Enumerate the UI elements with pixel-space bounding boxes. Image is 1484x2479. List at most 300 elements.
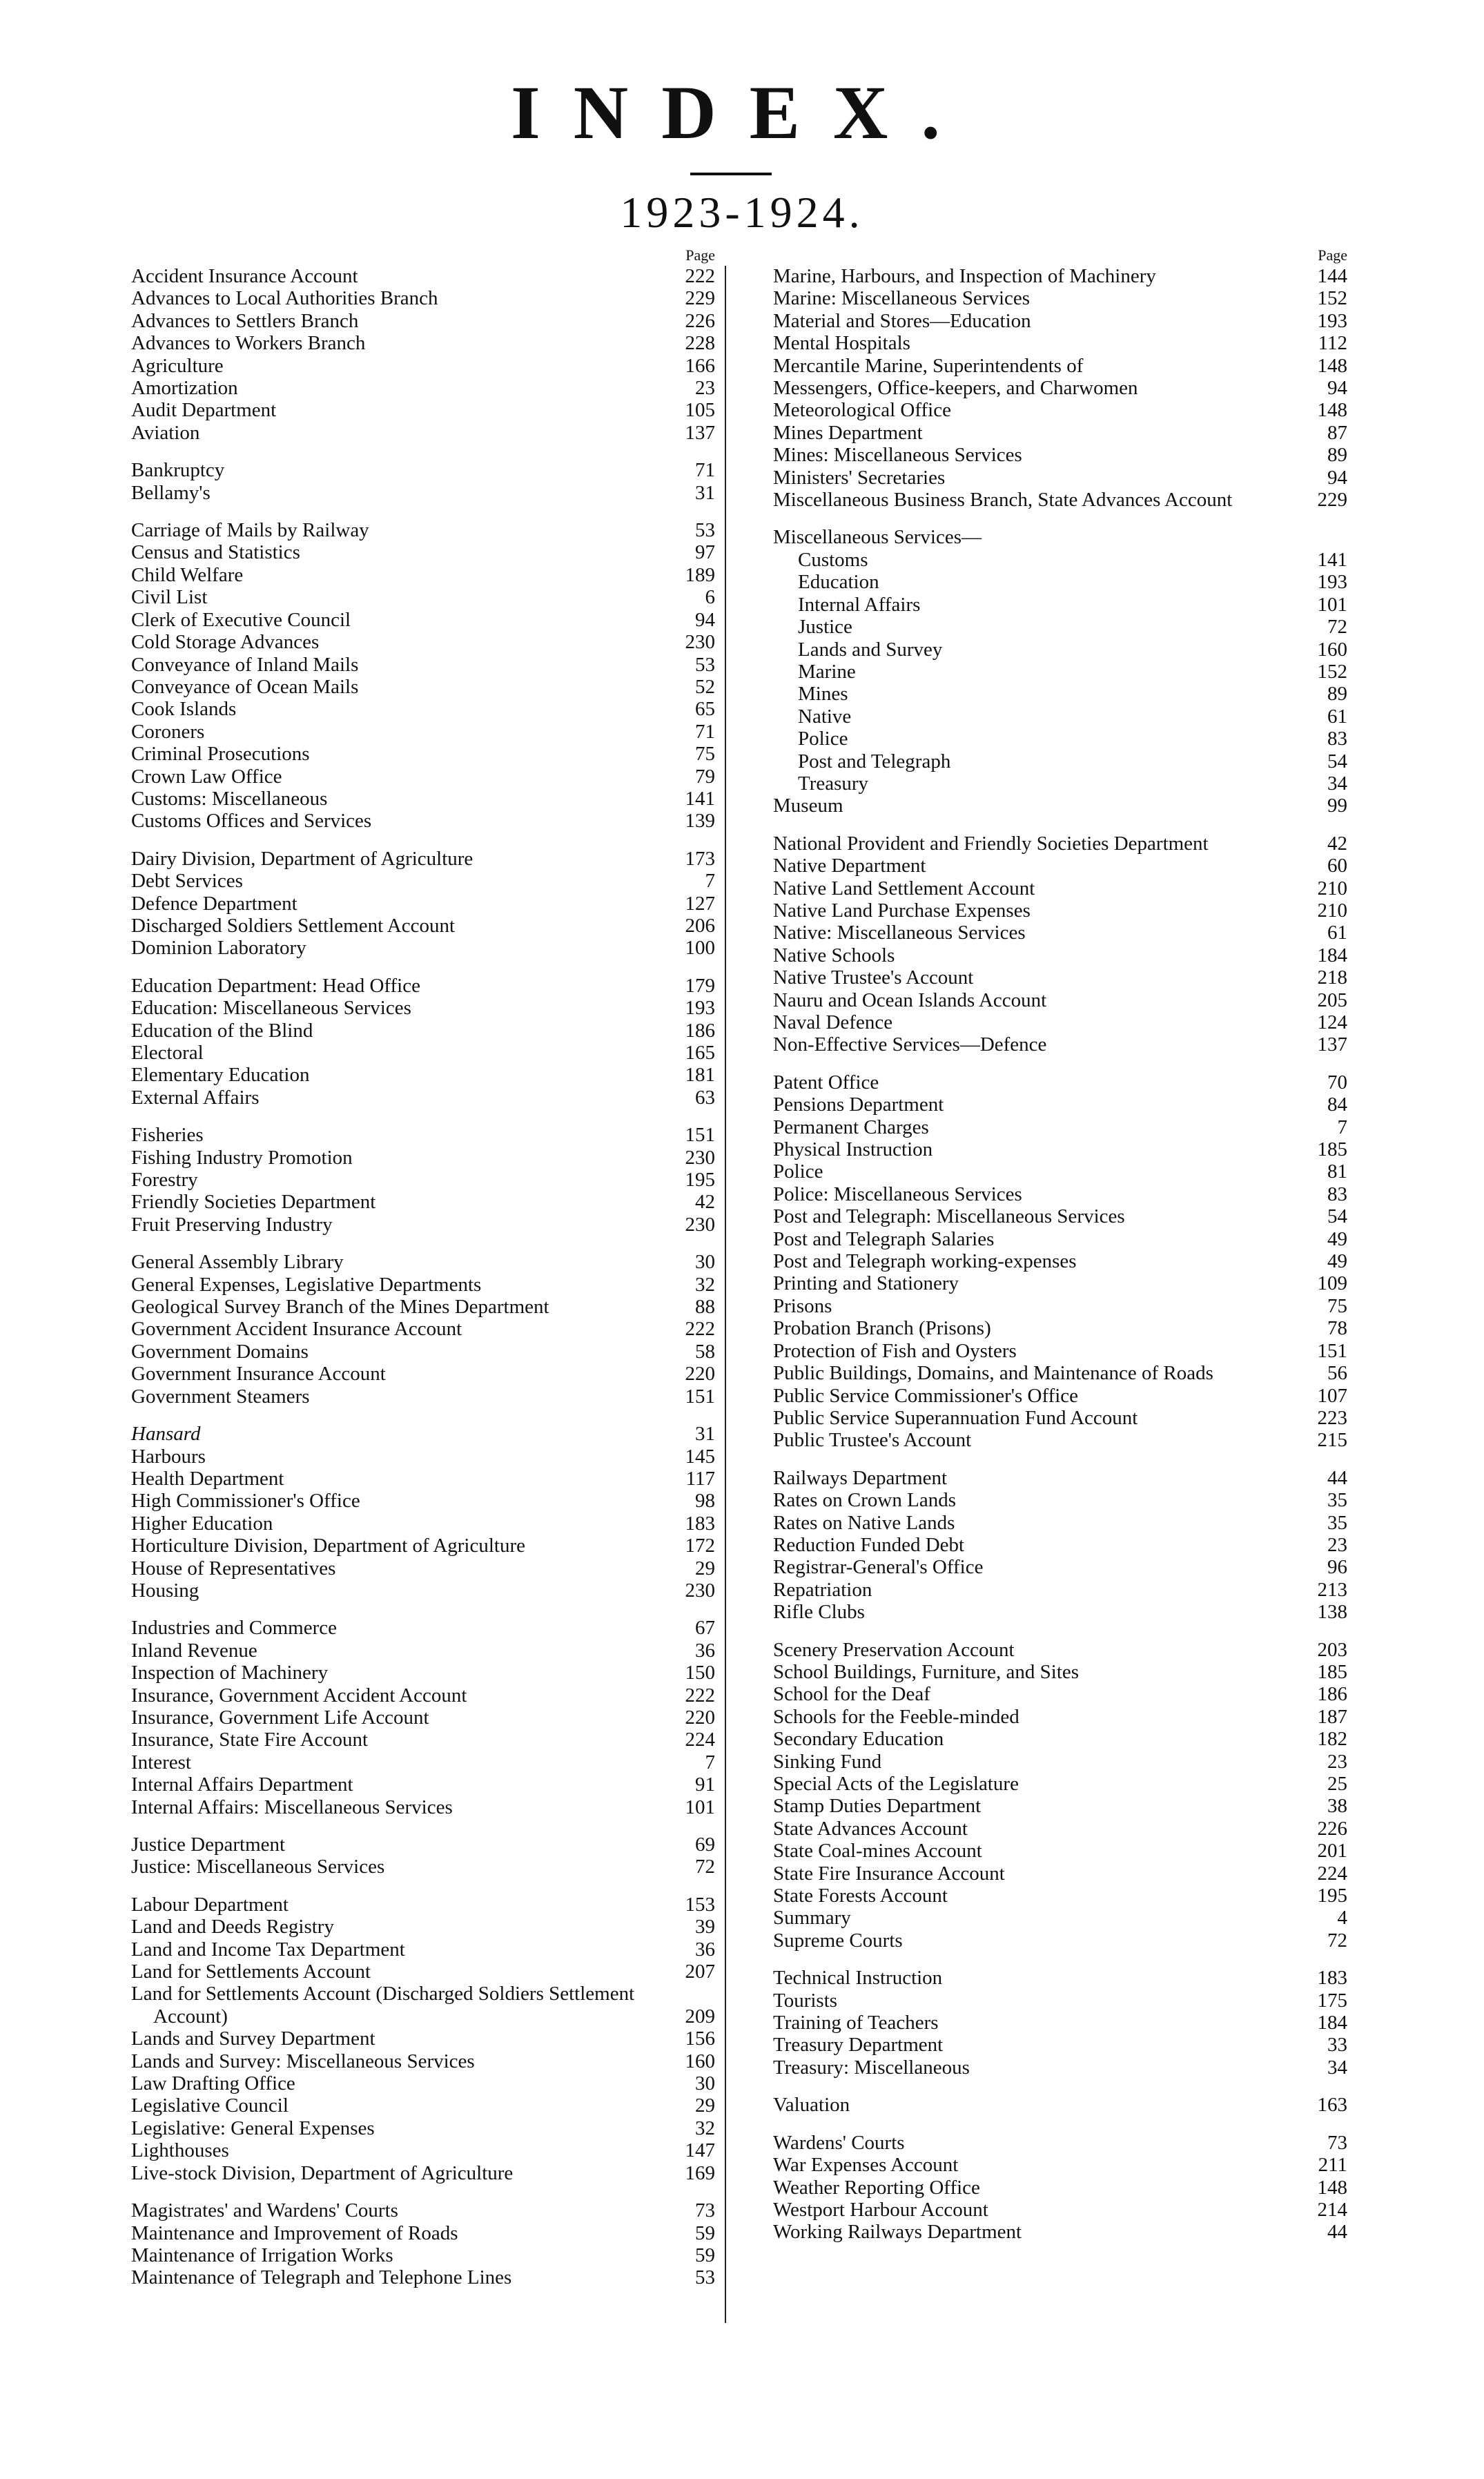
entry-page-number: 169 (685, 2161, 715, 2184)
entry-page-number: 42 (1327, 832, 1347, 855)
entry-title: Live-stock Division, Department of Agriculture (131, 2161, 514, 2184)
entry-title: Fishing Industry Promotion (131, 1146, 353, 1169)
entry-title: Bankruptcy (131, 459, 225, 482)
entry-title: Amortization (131, 377, 238, 400)
entry-title: Lands and Survey Department (131, 2028, 375, 2050)
entry-page-number: 193 (1317, 571, 1347, 594)
index-entry (773, 1205, 1349, 1227)
entry-page-number: 150 (685, 1662, 715, 1684)
index-entry (131, 1617, 716, 1639)
index-entry (773, 1317, 1349, 1339)
entry-title: Legislative: General Expenses (131, 2117, 375, 2139)
index-entry (131, 1535, 716, 1557)
entry-page-number: 166 (685, 354, 715, 377)
entry-title: Dominion Laboratory (131, 937, 306, 960)
entry-page-number: 32 (695, 1273, 715, 1296)
title-rule (690, 173, 772, 175)
page-column-label: Page (685, 246, 715, 264)
entry-title: Justice: Miscellaneous Services (131, 1856, 385, 1878)
entry-page-number: 94 (1327, 377, 1347, 400)
index-entry (773, 1160, 1349, 1183)
index-entry (131, 1042, 716, 1064)
group-gap (773, 1624, 1349, 1639)
entry-page-number: 36 (695, 1938, 715, 1961)
index-entry (773, 1272, 1349, 1294)
index-entry (773, 1601, 1349, 1623)
group-gap (773, 1452, 1349, 1467)
entry-title: Physical Instruction (773, 1138, 933, 1161)
entry-title: Conveyance of Ocean Mails (131, 675, 359, 698)
entry-title: Customs Offices and Services (131, 810, 372, 833)
entry-title: National Provident and Friendly Societies Department (773, 832, 1209, 855)
entry-title: Mental Hospitals (773, 332, 910, 355)
entry-page-number: 230 (685, 631, 715, 654)
entry-page-number: 109 (1317, 1272, 1347, 1295)
entry-page-number: 220 (685, 1706, 715, 1729)
entry-title: Miscellaneous Business Branch, State Advances Account (773, 489, 1233, 512)
entry-page-number: 61 (1327, 705, 1347, 728)
index-entry (773, 1661, 1349, 1683)
entry-page-number: 99 (1327, 795, 1347, 817)
entry-title: Treasury (798, 772, 869, 795)
index-entry (131, 2072, 716, 2094)
index-entry (773, 877, 1349, 900)
entry-title: Clerk of Executive Council (131, 608, 351, 631)
entry-title: Ministers' Secretaries (773, 466, 946, 489)
index-entry (131, 1423, 716, 1445)
entry-page-number: 207 (685, 1961, 715, 1983)
index-entry (131, 1274, 716, 1296)
entry-page-number: 91 (695, 1773, 715, 1796)
entry-title: Harbours (131, 1445, 206, 1468)
entry-title: Internal Affairs (798, 593, 921, 616)
entry-title: Inspection of Machinery (131, 1662, 329, 1684)
entry-page-number: 183 (1317, 1967, 1347, 1990)
entry-page-number: 215 (1317, 1429, 1347, 1452)
index-entry (131, 422, 716, 444)
entry-title: Government Steamers (131, 1385, 310, 1408)
entry-title: Secondary Education (773, 1728, 944, 1751)
entry-page-number: 214 (1317, 2198, 1347, 2221)
entry-page-number: 49 (1327, 1227, 1347, 1250)
index-entry (131, 310, 716, 332)
entry-title: Rates on Native Lands (773, 1511, 955, 1534)
entry-page-number: 73 (695, 2199, 715, 2222)
index-entry (773, 1728, 1349, 1750)
entry-page-number: 59 (695, 2222, 715, 2244)
entry-title: Native Department (773, 855, 926, 877)
column-divider (725, 266, 726, 2323)
entry-page-number: 34 (1327, 2056, 1347, 2079)
entry-title: Crown Law Office (131, 765, 282, 788)
entry-title: Marine (798, 660, 856, 683)
index-entry (131, 2094, 716, 2117)
entry-title: Protection of Fish and Oysters (773, 1339, 1017, 1362)
entry-title: Forestry (131, 1169, 198, 1192)
entry-title: Post and Telegraph (798, 750, 951, 772)
entry-page-number: 151 (685, 1385, 715, 1408)
group-gap (131, 1236, 716, 1251)
entry-title: Government Domains (131, 1340, 309, 1363)
entry-title: Industries and Commerce (131, 1617, 337, 1640)
index-entry (131, 1386, 716, 1408)
group-gap (773, 1952, 1349, 1967)
entry-page-number: 151 (685, 1124, 715, 1147)
entry-page-number: 152 (1317, 287, 1347, 310)
entry-title: Repatriation (773, 1578, 872, 1601)
index-entry (131, 1087, 716, 1109)
entry-title: Internal Affairs: Miscellaneous Services (131, 1796, 453, 1818)
entry-page-number: 210 (1317, 877, 1347, 900)
index-entry (131, 1662, 716, 1684)
entry-page-number: 193 (1317, 309, 1347, 332)
index-entry (131, 399, 716, 421)
entry-page-number: 72 (1327, 616, 1347, 639)
index-entry (131, 2222, 716, 2244)
index-entry (773, 1929, 1349, 1952)
entry-title: State Advances Account (773, 1817, 968, 1840)
entry-title: Education Department: Head Office (131, 974, 420, 997)
entry-title: Nauru and Ocean Islands Account (773, 989, 1047, 1011)
index-entry (131, 2162, 716, 2184)
entry-page-number: 213 (1317, 1578, 1347, 1601)
index-entry (131, 1490, 716, 1512)
index-entry (773, 1840, 1349, 1862)
index-entry (773, 1489, 1349, 1511)
index-entry (131, 1468, 716, 1490)
entry-page-number: 49 (1327, 1250, 1347, 1273)
entry-page-number: 185 (1317, 1138, 1347, 1161)
entry-title: Health Department (131, 1467, 284, 1490)
index-entry (131, 788, 716, 810)
entry-title: Railways Department (773, 1466, 948, 1489)
index-entry (131, 1916, 716, 1938)
entry-title: Treasury: Miscellaneous (773, 2056, 970, 2079)
entry-title: Supreme Courts (773, 1929, 903, 1952)
entry-page-number: 38 (1327, 1795, 1347, 1818)
entry-page-number: 107 (1317, 1384, 1347, 1407)
index-entry (773, 1512, 1349, 1534)
group-gap (131, 960, 716, 975)
index-entry (131, 893, 716, 915)
index-entry (131, 2139, 716, 2161)
index-entry (131, 2266, 716, 2288)
index-entry (773, 1683, 1349, 1705)
entry-title: Public Trustee's Account (773, 1429, 972, 1452)
entry-title: Elementary Education (131, 1064, 310, 1087)
entry-title: Horticulture Division, Department of Agriculture (131, 1535, 525, 1557)
entry-page-number: 72 (1327, 1929, 1347, 1952)
entry-title: Permanent Charges (773, 1116, 929, 1138)
entry-title: Working Railways Department (773, 2221, 1022, 2244)
index-entry (131, 1064, 716, 1086)
index-entry (773, 1295, 1349, 1317)
entry-page-number: 209 (685, 2005, 715, 2028)
entry-page-number: 193 (685, 997, 715, 1020)
entry-title: School for the Deaf (773, 1683, 930, 1706)
entry-page-number: 30 (695, 1251, 715, 1274)
entry-page-number: 87 (1327, 421, 1347, 444)
index-entry (131, 743, 716, 765)
entry-title: Native Trustee's Account (773, 966, 974, 989)
entry-title: Criminal Prosecutions (131, 743, 310, 766)
entry-title: Insurance, State Fire Account (131, 1729, 369, 1751)
entry-page-number: 141 (685, 787, 715, 810)
entry-page-number: 52 (695, 675, 715, 698)
entry-page-number: 33 (1327, 2034, 1347, 2057)
index-entry (131, 1773, 716, 1796)
entry-title: School Buildings, Furniture, and Sites (773, 1660, 1080, 1683)
entry-page-number: 96 (1327, 1556, 1347, 1579)
entry-title: Education: Miscellaneous Services (131, 997, 411, 1020)
index-entry (131, 1251, 716, 1273)
index-entry (131, 1894, 716, 1916)
entry-title: Hansard (131, 1423, 201, 1446)
index-entry (131, 1341, 716, 1363)
entry-page-number: 71 (695, 720, 715, 743)
entry-page-number: 151 (1317, 1339, 1347, 1362)
entry-page-number: 7 (1337, 1116, 1347, 1138)
entry-title: Post and Telegraph Salaries (773, 1227, 995, 1250)
entry-title: Schools for the Feeble-minded (773, 1705, 1019, 1728)
entry-title: Debt Services (131, 870, 243, 893)
entry-page-number: 229 (685, 287, 715, 310)
entry-page-number: 72 (695, 1856, 715, 1878)
entry-title: Dairy Division, Department of Agriculture (131, 847, 473, 870)
entry-page-number: 53 (695, 519, 715, 542)
entry-page-number: 138 (1317, 1601, 1347, 1624)
entry-title: Electoral (131, 1042, 204, 1064)
entry-page-number: 54 (1327, 1205, 1347, 1228)
entry-page-number: 160 (685, 2050, 715, 2072)
entry-page-number: 39 (695, 1916, 715, 1938)
index-entry (131, 848, 716, 870)
entry-title: Cold Storage Advances (131, 631, 320, 654)
index-entry (773, 1467, 1349, 1489)
index-entry (131, 459, 716, 481)
entry-title: Training of Teachers (773, 2012, 939, 2034)
entry-title: Museum (773, 795, 843, 817)
entry-page-number: 201 (1317, 1840, 1347, 1863)
entry-title: Police (798, 728, 848, 750)
entry-page-number: 31 (695, 1423, 715, 1446)
entry-page-number: 230 (685, 1579, 715, 1602)
group-gap (773, 2079, 1349, 2094)
page-subtitle: 1923-1924. (620, 188, 864, 237)
entry-title: General Expenses, Legislative Departments (131, 1273, 482, 1296)
group-gap (773, 1056, 1349, 1071)
page-column-label: Page (1318, 246, 1347, 264)
index-entry (773, 1429, 1349, 1451)
entry-page-number: 148 (1317, 399, 1347, 422)
entry-title: Fruit Preserving Industry (131, 1213, 333, 1236)
index-entry (773, 1990, 1349, 2012)
entry-page-number: 84 (1327, 1093, 1347, 1116)
entry-page-number: 117 (685, 1467, 715, 1490)
entry-title: Education (798, 571, 879, 594)
index-entry (131, 1983, 716, 2028)
entry-page-number: 56 (1327, 1362, 1347, 1385)
entry-page-number: 189 (685, 563, 715, 586)
entry-page-number: 172 (685, 1535, 715, 1557)
index-subheading: Miscellaneous Services— (773, 526, 982, 549)
entry-page-number: 222 (685, 1684, 715, 1707)
entry-title: Public Buildings, Domains, and Maintenance of Roads (773, 1362, 1213, 1385)
entry-page-number: 220 (685, 1363, 715, 1386)
index-entry (773, 795, 1349, 817)
entry-page-number: 58 (695, 1340, 715, 1363)
entry-page-number: 187 (1317, 1705, 1347, 1728)
index-entry (773, 922, 1349, 944)
index-entry (131, 1796, 716, 1818)
entry-title: Mines Department (773, 421, 923, 444)
entry-page-number: 124 (1317, 1011, 1347, 1033)
entry-title: Discharged Soldiers Settlement Account (131, 914, 456, 937)
index-entry (131, 698, 716, 720)
index-entry (131, 1363, 716, 1385)
index-entry (773, 489, 1349, 511)
entry-page-number: 226 (685, 309, 715, 332)
index-entry (773, 1011, 1349, 1033)
entry-title: Labour Department (131, 1893, 289, 1916)
entry-page-number: 23 (695, 377, 715, 400)
entry-title: Post and Telegraph working-expenses (773, 1250, 1077, 1273)
index-entry (773, 549, 1349, 571)
entry-title: Coroners (131, 720, 205, 743)
entry-title: Post and Telegraph: Miscellaneous Services (773, 1205, 1125, 1228)
entry-title: Technical Instruction (773, 1967, 943, 1990)
entry-title: Child Welfare (131, 563, 244, 586)
entry-title: Mercantile Marine, Superintendents of (773, 354, 1084, 377)
entry-title: State Forests Account (773, 1885, 948, 1907)
entry-page-number: 148 (1317, 354, 1347, 377)
entry-page-number: 184 (1317, 2012, 1347, 2034)
index-entry (773, 1863, 1349, 1885)
entry-page-number: 195 (685, 1169, 715, 1192)
entry-title: Lands and Survey (798, 638, 943, 661)
entry-title: Material and Stores—Education (773, 309, 1031, 332)
index-entry (773, 2012, 1349, 2034)
index-entry (131, 1124, 716, 1146)
entry-page-number: 79 (695, 765, 715, 788)
index-entry (131, 1729, 716, 1751)
index-entry (131, 332, 716, 354)
entry-page-number: 205 (1317, 989, 1347, 1011)
entry-page-number: 186 (1317, 1683, 1347, 1706)
index-entry (773, 1138, 1349, 1160)
entry-title: Legislative Council (131, 2094, 289, 2117)
entry-page-number: 139 (685, 810, 715, 833)
index-entry (773, 422, 1349, 444)
entry-page-number: 147 (685, 2139, 715, 2162)
entry-title: Mines: Miscellaneous Services (773, 444, 1022, 467)
entry-title: Westport Harbour Account (773, 2198, 988, 2221)
index-entry (773, 2132, 1349, 2154)
index-entry (131, 997, 716, 1019)
index-entry (131, 1640, 716, 1662)
entry-title: Magistrates' and Wardens' Courts (131, 2199, 398, 2222)
entry-title: Customs (798, 548, 868, 571)
entry-title: Special Acts of the Legislature (773, 1773, 1019, 1795)
index-entry (773, 444, 1349, 466)
entry-page-number: 153 (685, 1893, 715, 1916)
entry-page-number: 65 (695, 698, 715, 721)
entry-title: Mines (798, 683, 848, 706)
index-entry (773, 855, 1349, 877)
entry-page-number: 42 (695, 1191, 715, 1214)
entry-page-number: 30 (695, 2072, 715, 2095)
index-entry (773, 833, 1349, 855)
entry-title: Higher Education (131, 1512, 273, 1535)
index-entry (773, 1556, 1349, 1578)
index-entry (773, 1340, 1349, 1362)
index-entry (773, 944, 1349, 966)
group-gap (131, 1818, 716, 1834)
entry-page-number: 163 (1317, 2094, 1347, 2117)
entry-title: Patent Office (773, 1071, 879, 1093)
entry-title: Land for Settlements Account (131, 1961, 371, 1983)
entry-page-number: 29 (695, 2094, 715, 2117)
entry-page-number: 137 (1317, 1033, 1347, 1056)
group-gap (773, 817, 1349, 833)
entry-title: War Expenses Account (773, 2154, 959, 2177)
group-gap (131, 2184, 716, 2199)
entry-page-number: 73 (1327, 2131, 1347, 2154)
entry-page-number: 101 (685, 1796, 715, 1818)
entry-title: Inland Revenue (131, 1639, 257, 1662)
entry-page-number: 97 (695, 541, 715, 564)
entry-page-number: 160 (1317, 638, 1347, 661)
index-column-left (131, 246, 716, 2289)
index-column-right (773, 246, 1349, 2244)
entry-title: Prisons (773, 1294, 832, 1317)
entry-page-number: 185 (1317, 1660, 1347, 1683)
entry-title: Registrar-General's Office (773, 1556, 984, 1579)
entry-page-number: 148 (1317, 2176, 1347, 2199)
index-entry (773, 571, 1349, 593)
entry-page-number: 53 (695, 2266, 715, 2289)
entry-title: External Affairs (131, 1086, 260, 1109)
index-entry (773, 2094, 1349, 2116)
index-entry (131, 2050, 716, 2072)
entry-title: Rates on Crown Lands (773, 1489, 956, 1512)
entry-title: Valuation (773, 2094, 850, 2117)
index-entry (773, 2154, 1349, 2176)
entry-title: Summary (773, 1907, 851, 1929)
index-entry (773, 1907, 1349, 1929)
index-entry (131, 631, 716, 653)
group-gap (773, 2117, 1349, 2132)
entry-page-number: 36 (695, 1639, 715, 1662)
index-entry (773, 1250, 1349, 1272)
index-entry (773, 966, 1349, 989)
entry-page-number: 141 (1317, 548, 1347, 571)
index-entry (131, 287, 716, 309)
index-entry (773, 310, 1349, 332)
index-entry (131, 564, 716, 586)
entry-page-number: 112 (1318, 332, 1347, 355)
entry-page-number: 44 (1327, 2221, 1347, 2244)
entry-page-number: 6 (705, 586, 715, 609)
entry-page-number: 228 (685, 332, 715, 355)
index-entry (131, 1296, 716, 1318)
entry-page-number: 78 (1327, 1317, 1347, 1340)
entry-page-number: 165 (685, 1042, 715, 1064)
index-entry (773, 1818, 1349, 1840)
entry-title: Land and Deeds Registry (131, 1916, 334, 1938)
index-entry (773, 1639, 1349, 1661)
index-entry (773, 1795, 1349, 1817)
